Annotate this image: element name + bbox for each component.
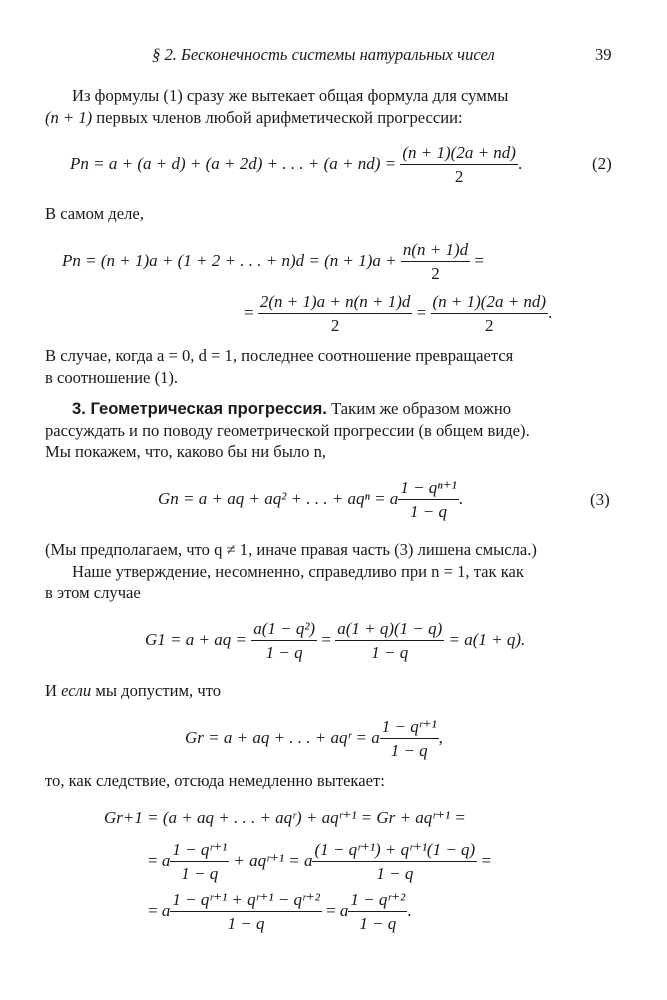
equation-g1-fraction-1 bbox=[251, 619, 317, 663]
fraction-bar bbox=[400, 164, 518, 165]
equation-a-line-1: Pn = (n + 1)a + (1 + 2 + . . . + n)d = (n + 1)a + $\frac{n(n + 1)d}{2}$ = bbox=[62, 240, 484, 283]
equation-2: Pn = a + (a + d) + (a + 2d) + . . . + (a + nd) = $\frac{(n + 1)(2a + nd)}{2}$ . bbox=[70, 143, 523, 186]
page-number: 39 bbox=[595, 45, 612, 64]
equation-2-tag: (2) bbox=[592, 154, 612, 173]
fraction-bar bbox=[258, 313, 413, 314]
section-3-line-1 bbox=[72, 398, 511, 419]
equation-g1-numerator-2: a(1 + q)(1 − q) bbox=[337, 619, 443, 638]
equation-l3-fraction-1 bbox=[170, 890, 321, 934]
paragraph-8: то, как следствие, отсюда немедленно вытекает: bbox=[45, 771, 385, 790]
equation-gr-denominator: 1 − q bbox=[390, 741, 428, 760]
equation-l3-fraction-2 bbox=[348, 890, 407, 934]
paragraph-7-post: мы допустим, что bbox=[95, 681, 222, 700]
equation-g1-fraction-2 bbox=[335, 619, 444, 663]
equation-g1-lhs: G1 = a + aq = bbox=[145, 629, 247, 649]
equation-a2-numerator-2: (n + 1)(2a + nd) bbox=[432, 292, 547, 311]
equation-g1-numerator-1: a(1 − q²) bbox=[253, 619, 316, 638]
equation-l3-denominator-2: 1 − q bbox=[359, 914, 397, 933]
paragraph-7 bbox=[45, 680, 221, 701]
equation-3-numerator: 1 − qⁿ⁺¹ bbox=[400, 478, 457, 497]
equation-l1: Gr+1 = (a + aq + . . . + aqʳ) + aqʳ⁺¹ = Gr + aqʳ⁺¹ = bbox=[104, 808, 466, 827]
equation-a2-denominator-1: 2 bbox=[330, 316, 340, 335]
section-3-rest: Таким же образом можно bbox=[331, 399, 512, 418]
equation-l2-denominator-1: 1 − q bbox=[181, 864, 219, 883]
fraction-bar bbox=[401, 261, 470, 262]
equation-g1-denominator-2: 1 − q bbox=[371, 643, 409, 662]
equation-3-lhs: Gn = a + aq + aq² + . . . + aqⁿ = a bbox=[158, 488, 399, 508]
equation-a-numerator: n(n + 1)d bbox=[402, 240, 469, 259]
inline-math-n-plus-1: (n + 1) bbox=[45, 108, 93, 127]
fraction-bar bbox=[398, 499, 458, 500]
equation-l2-numerator-2: (1 − qʳ⁺¹) + qʳ⁺¹(1 − q) bbox=[314, 840, 476, 859]
equation-a-line-2: = $\frac{2(n + 1)a + n(n + 1)d}{2}$ = $\frac{(n + 1)(2a + nd)}{2}$ . bbox=[244, 292, 553, 335]
paragraph-3-line-2: в соотношение (1). bbox=[45, 368, 179, 387]
equation-gr-lhs: Gr = a + aq + . . . + aqʳ = a bbox=[185, 727, 380, 747]
equation-a-denominator: 2 bbox=[431, 264, 440, 283]
fraction-bar bbox=[170, 911, 321, 912]
equation-2-numerator: (n + 1)(2a + nd) bbox=[402, 143, 516, 162]
equation-l3-denominator-1: 1 − q bbox=[227, 914, 265, 933]
equation-l2-fraction-1 bbox=[170, 840, 229, 884]
equation-l2-numerator-1: 1 − qʳ⁺¹ bbox=[172, 840, 228, 859]
equation-2-lhs: Pn = a + (a + d) + (a + 2d) + . . . + (a + nd) = bbox=[70, 153, 397, 173]
equation-a2-fraction-1 bbox=[258, 292, 413, 336]
fraction-bar bbox=[170, 861, 229, 862]
equation-l2: = a $\frac{\text{1 − qʳ⁺¹}}{1 - q}$ + aqʳ⁺¹ = a $\frac{\text{(1 − qʳ⁺¹) + qʳ⁺¹(1 − q)}}{1 - q}$ = bbox=[148, 840, 492, 883]
fraction-bar bbox=[335, 640, 444, 641]
equation-gr: Gr = a + aq + . . . + aqʳ = a $\frac{\text{1 − qʳ⁺¹}}{1 - q}$ , bbox=[185, 717, 443, 760]
equation-l2-denominator-2: 1 − q bbox=[376, 864, 414, 883]
equation-g1: G1 = a + aq = $\frac{\text{a(1 − q²)}}{1 - q}$ = $\frac{a(1 + q)(1 - q)}{1 - q}$ = a(1 + q). bbox=[145, 619, 526, 662]
fraction-bar bbox=[431, 313, 549, 314]
equation-3-fraction bbox=[398, 478, 458, 522]
paragraph-7-italic: если bbox=[61, 681, 92, 700]
equation-a-lhs: Pn = (n + 1)a + (1 + 2 + . . . + n)d = (n + 1)a + bbox=[62, 250, 397, 270]
paragraph-2: В самом деле, bbox=[45, 204, 144, 223]
section-3-title: 3. Геометрическая прогрессия. bbox=[72, 399, 327, 418]
equation-3-denominator: 1 − q bbox=[410, 502, 447, 521]
equation-2-denominator: 2 bbox=[454, 167, 464, 186]
equation-g1-rhs: = a(1 + q). bbox=[448, 629, 526, 649]
fraction-bar bbox=[312, 861, 477, 862]
section-3-line-2: рассуждать и по поводу геометрической прогрессии (в общем виде). bbox=[45, 421, 530, 440]
equation-a2-denominator-2: 2 bbox=[485, 316, 494, 335]
equation-a2-fraction-2 bbox=[431, 292, 549, 336]
paragraph-7-pre: И bbox=[45, 681, 57, 700]
equation-g1-denominator-1: 1 − q bbox=[265, 643, 303, 662]
paragraph-6-line-2: в этом случае bbox=[45, 583, 141, 602]
equation-gr-fraction bbox=[380, 717, 439, 761]
equation-l3-numerator-1: 1 − qʳ⁺¹ + qʳ⁺¹ − qʳ⁺² bbox=[172, 890, 320, 909]
paragraph-1-text: первых членов любой арифметической прогрессии: bbox=[96, 108, 463, 127]
paragraph-3-line-1: В случае, когда a = 0, d = 1, последнее соотношение превращается bbox=[45, 346, 514, 365]
section-3-line-3: Мы покажем, что, каково бы ни было n, bbox=[45, 442, 327, 461]
equation-a2-numerator-1: 2(n + 1)a + n(n + 1)d bbox=[259, 292, 411, 311]
equation-l2-fraction-2 bbox=[312, 840, 477, 884]
paragraph-1-line-1: Из формулы (1) сразу же вытекает общая формула для суммы bbox=[72, 86, 509, 105]
equation-a-fraction bbox=[401, 240, 470, 284]
paragraph-5: (Мы предполагаем, что q ≠ 1, иначе правая часть (3) лишена смысла.) bbox=[45, 540, 537, 559]
equation-gr-numerator: 1 − qʳ⁺¹ bbox=[381, 717, 437, 736]
paragraph-1-line-2 bbox=[45, 107, 463, 128]
equation-l3: = a $\frac{\text{1 − qʳ⁺¹ + qʳ⁺¹ − qʳ⁺²}}{1 - q}$ = a $\frac{\text{1 − qʳ⁺²}}{1 - q}$ . bbox=[148, 890, 412, 933]
running-header: § 2. Бесконечность системы натуральных чисел bbox=[152, 45, 495, 64]
fraction-bar bbox=[348, 911, 407, 912]
fraction-bar bbox=[251, 640, 317, 641]
equation-l2-mid: + aqʳ⁺¹ = a bbox=[233, 850, 313, 870]
equation-2-fraction bbox=[400, 143, 518, 187]
paragraph-6-line-1: Наше утверждение, несомненно, справедливо при n = 1, так как bbox=[72, 562, 524, 581]
equation-3-tag: (3) bbox=[590, 490, 610, 509]
fraction-bar bbox=[380, 738, 439, 739]
equation-l3-numerator-2: 1 − qʳ⁺² bbox=[350, 890, 406, 909]
equation-3: Gn = a + aq + aq² + . . . + aqⁿ = a $\frac{\text{1 − qⁿ⁺¹}}{1 - q}$ . bbox=[158, 478, 463, 521]
